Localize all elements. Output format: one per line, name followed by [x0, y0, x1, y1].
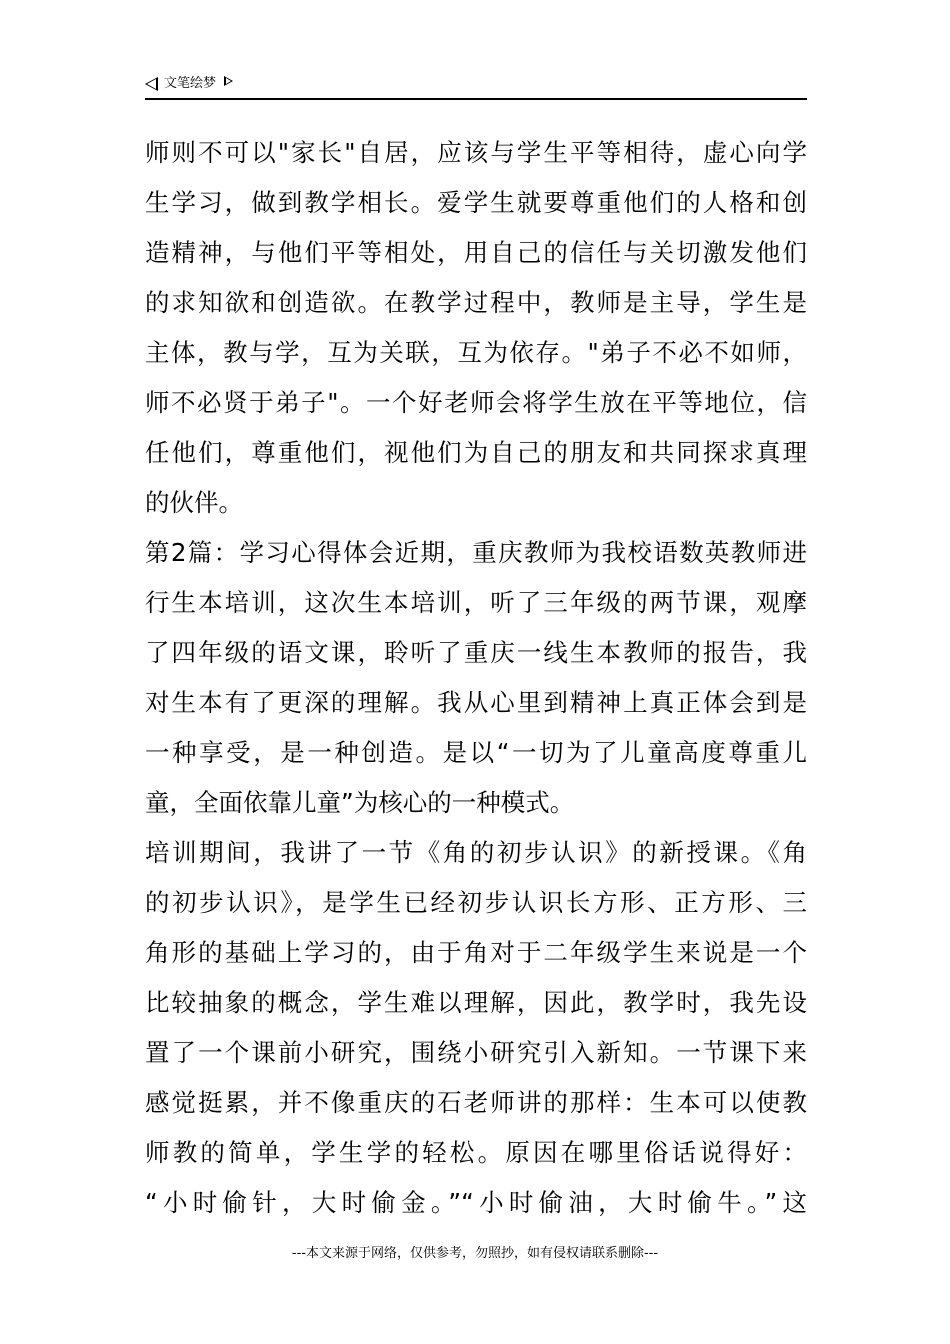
text-line: 了四年级的语文课，聆听了重庆一线生本教师的报告，我: [145, 638, 807, 667]
text-line: 主体，教与学，互为关联，互为依存。"弟子不必不如师，: [145, 338, 807, 367]
page-footer: ---本文来源于网络，仅供参考，勿照抄，如有侵权请联系删除---: [291, 1246, 659, 1261]
text-line: 师不必贤于弟子"。一个好老师会将学生放在平等地位，信: [145, 388, 807, 417]
triangle-left-icon: [145, 77, 158, 91]
document-body: [145, 128, 807, 1228]
text-line: 师教的简单，学生学的轻松。原因在哪里俗话说得好：: [145, 1138, 807, 1167]
text-line: 的伙伴。: [145, 488, 243, 517]
triangle-right-icon: [224, 76, 233, 86]
text-line: 对生本有了更深的理解。我从心里到精神上真正体会到是: [145, 688, 807, 717]
text-line: 任他们，尊重他们，视他们为自己的朋友和共同探求真理: [145, 438, 807, 467]
text-line: 行生本培训，这次生本培训，听了三年级的两节课，观摩: [145, 588, 807, 617]
text-line: 培训期间，我讲了一节《角的初步认识》的新授课。《角: [145, 838, 807, 867]
text-line: 感觉挺累，并不像重庆的石老师讲的那样：生本可以使教: [145, 1088, 807, 1117]
text-line: “小时偷针，大时偷金。”“小时偷油，大时偷牛。”这: [145, 1188, 807, 1217]
header-logo: [145, 74, 233, 94]
page-header: [145, 72, 807, 100]
text-line: 生学习，做到教学相长。爱学生就要尊重他们的人格和创: [145, 188, 807, 217]
text-line: 一种享受，是一种创造。是以“一切为了儿童高度尊重儿: [145, 738, 807, 767]
text-line: 师则不可以"家长"自居，应该与学生平等相待，虚心向学: [145, 138, 807, 167]
text-line: 比较抽象的概念，学生难以理解，因此，教学时，我先设: [145, 988, 807, 1017]
header-logo-text: 文笔绘梦: [164, 76, 217, 91]
text-line: 置了一个课前小研究，围绕小研究引入新知。一节课下来: [145, 1038, 807, 1067]
text-line: 造精神，与他们平等相处，用自己的信任与关切激发他们: [145, 238, 807, 267]
text-line: 的求知欲和创造欲。在教学过程中，教师是主导，学生是: [145, 288, 807, 317]
text-line: 童，全面依靠儿童”为核心的一种模式。: [145, 788, 575, 817]
text-line: 角形的基础上学习的，由于角对于二年级学生来说是一个: [145, 938, 807, 967]
text-line: 第2篇：学习心得体会近期，重庆教师为我校语数英教师进: [145, 538, 807, 567]
text-line: 的初步认识》，是学生已经初步认识长方形、正方形、三: [145, 888, 807, 917]
